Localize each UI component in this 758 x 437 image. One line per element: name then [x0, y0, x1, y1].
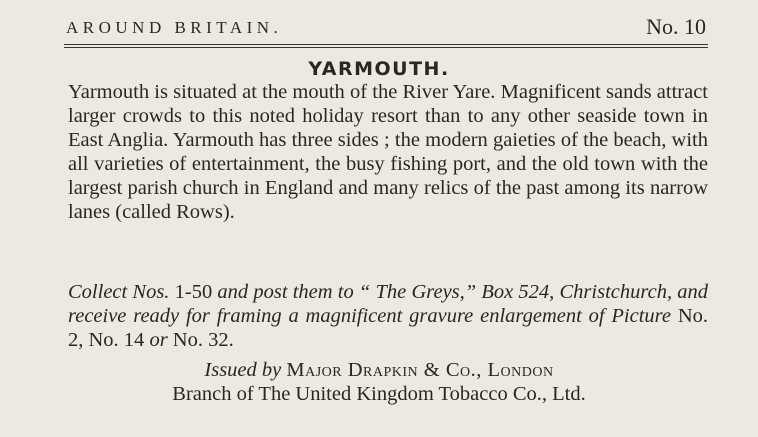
- collect-address: “ The Greys,” Box 524,: [358, 281, 555, 303]
- description-paragraph: Yarmouth is situated at the mouth of the River Yare. Magnificent sands attract larger crowds to this noted holiday resort than to any other seaside town in East Anglia. Yarmouth has three sides ; the modern gaieties of the beach, with all varieties of entertainment, the busy fishing port, and the old town with the largest parish church in England and many relics of the past among its narrow lanes (called Rows).: [68, 81, 708, 223]
- branch-line: Branch of The United Kingdom Tobacco Co., Ltd.: [172, 383, 586, 405]
- company-name: Major Drapkin & Co., London: [286, 359, 554, 381]
- picture-number-3: No. 32.: [172, 329, 234, 351]
- header-rule-top: [64, 44, 708, 45]
- collect-offer-paragraph: [68, 280, 708, 352]
- picture-number-2: No. 14: [88, 329, 145, 351]
- collect-text-2: and post them to: [212, 281, 359, 303]
- card-number: No. 10: [646, 14, 706, 39]
- issued-by-label: Issued by: [204, 359, 282, 381]
- collect-text-1: Collect Nos.: [68, 281, 175, 303]
- series-title: AROUND BRITAIN.: [66, 18, 283, 37]
- collect-or: or: [144, 329, 173, 351]
- collect-numbers: 1-50: [174, 281, 213, 303]
- picture-number-1: No. 2,: [68, 305, 708, 351]
- issuer-block: [0, 358, 758, 406]
- card-heading: YARMOUTH.: [308, 58, 450, 80]
- collect-text-3: Christchurch, and receive ready for framing a magnificent gravure enlargement of Picture: [68, 281, 709, 327]
- header-rule-bottom: [64, 47, 708, 48]
- issuer-line: [0, 358, 758, 382]
